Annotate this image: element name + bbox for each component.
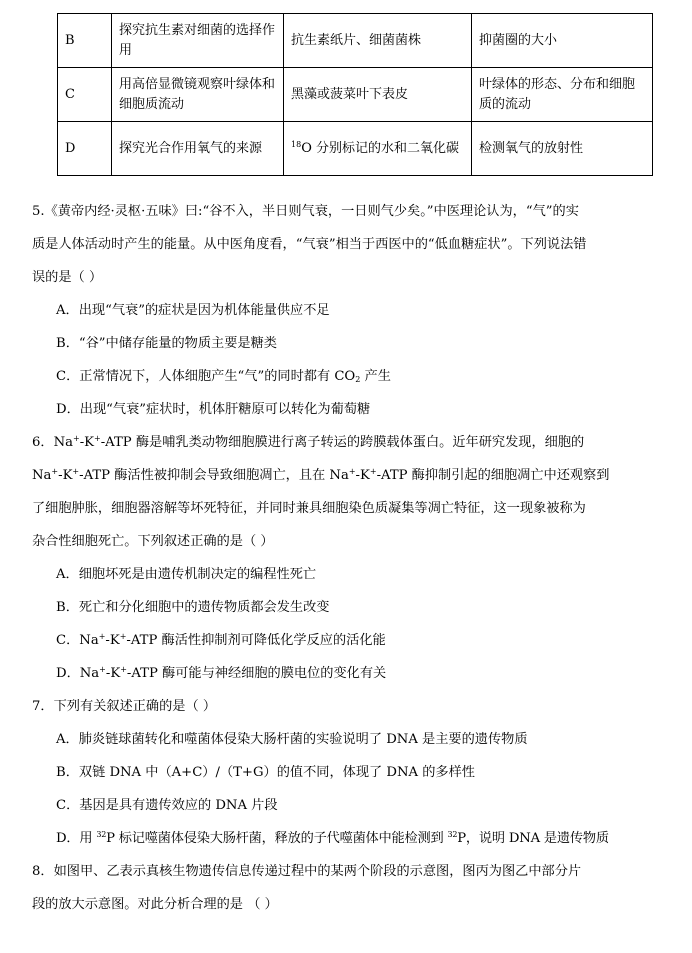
isotope-superscript: 18 xyxy=(291,139,302,149)
q7-option-d: D．用 $^{32}$P 标记噬菌体侵染大肠杆菌，释放的子代噬菌体中能检测到 $^{32}$P，说明 DNA 是遗传物质 xyxy=(56,830,609,846)
table-row xyxy=(58,68,653,122)
q6-stem-line-3: 了细胞肿胀，细胞器溶解等坏死特征，并同时兼具细胞染色质凝集等凋亡特征，这一现象被称为 xyxy=(32,501,586,516)
purpose-cell: 探究光合作用氧气的来源 xyxy=(112,122,284,176)
table-row xyxy=(58,122,653,176)
q6-stem-line-2: Na+-K+-ATP 酶活性被抑制会导致细胞凋亡，且在 Na+-K+-ATP 酶抑制引起的细胞凋亡中还观察到 xyxy=(32,467,610,483)
materials-text: O 分别标记的水和二氧化碳 xyxy=(301,140,459,156)
q6-option-a: A．细胞坏死是由遗传机制决定的编程性死亡 xyxy=(56,567,317,582)
q8-stem-line-1: 8．如图甲、乙表示真核生物遗传信息传递过程中的某两个阶段的示意图，图丙为图乙中部分片 xyxy=(32,864,582,879)
option-cell: C xyxy=(58,68,112,122)
q7-option-b: B．双链 DNA 中（A+C）/（T+G）的值不同，体现了 DNA 的多样性 xyxy=(56,765,475,780)
purpose-cell: 探究抗生素对细菌的选择作用 xyxy=(112,14,284,68)
q5-stem-line-1: 5.《黄帝内经·灵枢·五味》曰:“谷不入，半日则气衰，一日则气少矣。”中医理论认为，“气”的实 xyxy=(32,204,579,219)
observation-cell: 抑菌圈的大小 xyxy=(472,14,653,68)
q8-stem-line-2: 段的放大示意图。对此分析合理的是 （ ） xyxy=(32,897,278,912)
q6-option-d: D．Na+-K+-ATP 酶可能与神经细胞的膜电位的变化有关 xyxy=(56,665,387,681)
q6-stem-line-4: 杂合性细胞死亡。下列叙述正确的是（ ） xyxy=(32,534,274,549)
table-row xyxy=(58,14,653,68)
q5-option-a: A．出现“气衰”的症状是因为机体能量供应不足 xyxy=(56,303,330,318)
q7-option-a: A．肺炎链球菌转化和噬菌体侵染大肠杆菌的实验说明了 DNA 是主要的遗传物质 xyxy=(56,732,528,747)
option-cell: D xyxy=(58,122,112,176)
materials-cell xyxy=(284,122,472,176)
materials-cell: 抗生素纸片、细菌菌株 xyxy=(284,14,472,68)
q5-option-c: C．正常情况下，人体细胞产生“气”的同时都有 $CO_2$ 产生 xyxy=(56,369,391,384)
q6-stem-line-1: 6．Na+-K+-ATP 酶是哺乳类动物细胞膜进行离子转运的跨膜载体蛋白。近年研究发现，细胞的 xyxy=(32,434,585,450)
q7-stem: 7．下列有关叙述正确的是（ ） xyxy=(32,699,217,714)
observation-cell: 叶绿体的形态、分布和细胞质的流动 xyxy=(472,68,653,122)
q5-stem-line-2: 质是人体活动时产生的能量。从中医角度看，“气衰”相当于西医中的“低血糖症状”。下列说法错 xyxy=(32,237,587,252)
q5-option-d: D．出现“气衰”症状时，机体肝糖原可以转化为葡萄糖 xyxy=(56,402,371,417)
q5-stem-line-3: 误的是（ ） xyxy=(32,270,103,285)
q6-option-b: B．死亡和分化细胞中的遗传物质都会发生改变 xyxy=(56,600,330,615)
experiment-table xyxy=(57,13,653,176)
q5-option-b: B．“谷”中储存能量的物质主要是糖类 xyxy=(56,336,277,351)
option-cell: B xyxy=(58,14,112,68)
observation-cell: 检测氧气的放射性 xyxy=(472,122,653,176)
q7-option-c: C．基因是具有遗传效应的 DNA 片段 xyxy=(56,798,278,813)
materials-cell: 黑藻或菠菜叶下表皮 xyxy=(284,68,472,122)
q6-option-c: C．Na+-K+-ATP 酶活性抑制剂可降低化学反应的活化能 xyxy=(56,632,386,648)
purpose-cell: 用高倍显微镜观察叶绿体和细胞质流动 xyxy=(112,68,284,122)
